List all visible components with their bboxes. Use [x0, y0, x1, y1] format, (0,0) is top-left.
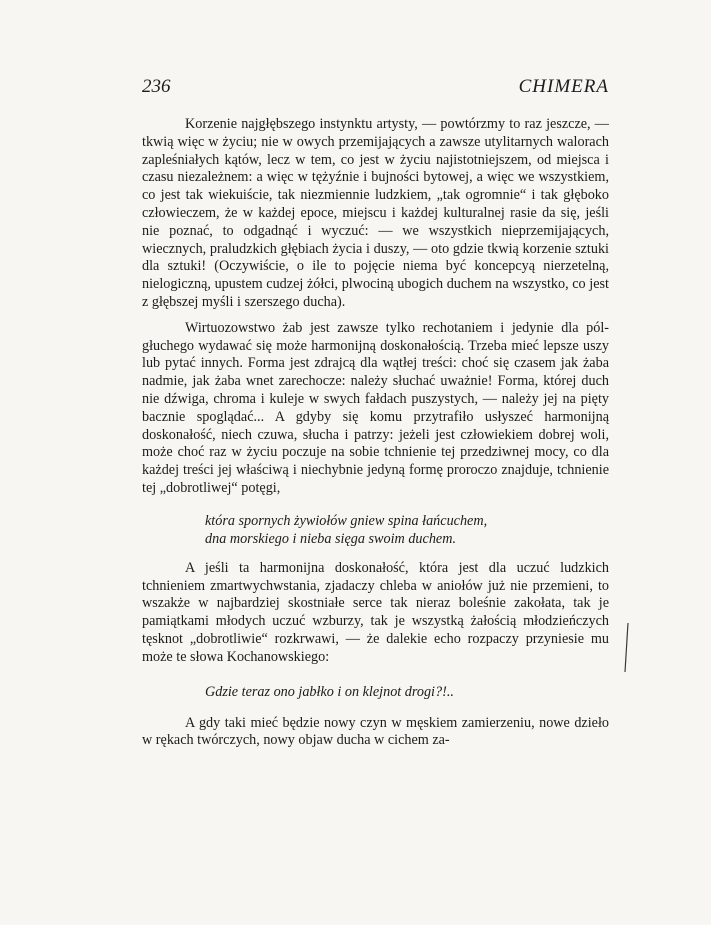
- running-title: CHIMERA: [518, 76, 609, 97]
- paragraph-4: A gdy taki mieć będzie nowy czyn w męskiem zamierzeniu, nowe dzieło w rękach twórczych, nowy objaw ducha w cichem za-: [142, 714, 609, 749]
- paragraph-3: A jeśli ta harmonijna doskonałość, która jest dla uczuć ludzkich tchnieniem zmartwychwstania, zjadaczy chleba w aniołów już nie przemieni, to wszakże w najbardziej skostniałe serce tak nieraz boleśnie zakołata, tak je pamiątkami młodych uczuć wzburzy, tak je wszystką żałością młodzieńczych tęsknot „dobrotliwie“ rozkrwawi, — że dalekie echo rozpaczy przyniesie mu może te słowa Kochanowskiego:: [142, 559, 609, 665]
- page-number: 236: [142, 76, 171, 97]
- verse-line-1: która spornych żywiołów gniew spina łańcuchem,: [205, 512, 488, 529]
- verse-quote: [205, 512, 609, 548]
- page-header: [142, 70, 609, 110]
- kochanowski-quote: Gdzie teraz ono jabłko i on klejnot drogi?!..: [205, 683, 454, 700]
- paragraph-1: Korzenie najgłębszego instynktu artysty, — powtórzmy to raz jeszcze, — tkwią więc w życiu; nie w owych przemijających a zawsze utylitarnych walorach zapleśniałych kątów, lecz w tem, co jest w życiu najistotniejszem, od miejsca i czasu niezależnem: a więc w tężyźnie i bujności bytowej, a więc we wszystkiem, co jest tak wiekuiście, tak niezmiennie ludzkiem, „tak ogromnie“ i tak głęboko człowieczem, że w każdej epoce, miejscu i każdej kulturalnej rasie da się, jeśli nie poznać, to odgadnąć i wyczuć: — we wszystkich nieprzemijających, wiecznych, praludzkich głębiach życia i duszy, — oto gdzie tkwią korzenie sztuki dla sztuki! (Oczywiście, o ile to pojęcie niema być koncepcyą nierzetelną, nielogiczną, upustem cudzej żółci, plwociną ubogich duchem na wszystko, co jest z głębszej myśli i szerszego ducha).: [142, 116, 609, 310]
- pencil-margin-mark: [622, 622, 630, 674]
- book-page: [142, 70, 609, 750]
- paragraph-2: Wirtuozowstwo żab jest zawsze tylko rechotaniem i jedynie dla pól-głuchego wydawać się może harmonijną doskonałością. Trzeba mieć lepsze uszy lub pytać innych. Forma jest zdrajcą dla wątłej treści: choć się czasem jak żaba nadmie, jak żaba wnet zarechocze: należy słuchać uważnie! Forma, której duch nie dźwiga, chroma i kuleje w swych fałdach puszystych, — należy jej na pięty bacznie spoglądać... A gdyby się komu przytrafiło usłyszeć harmonijną doskonałość, niech czuwa, słucha i patrzy: jeżeli jest człowiekiem dobrej woli, może choć raz w życiu poczuje na sobie tchnienie tej przedziwnej mocy, co dla każdej treści jej właściwą i niechybnie jedyną formę proroczo znajduje, tchnienie tej „dobrotliwej“ potęgi,: [142, 319, 609, 496]
- verse-line-2: dna morskiego i nieba sięga swoim duchem.: [205, 530, 457, 547]
